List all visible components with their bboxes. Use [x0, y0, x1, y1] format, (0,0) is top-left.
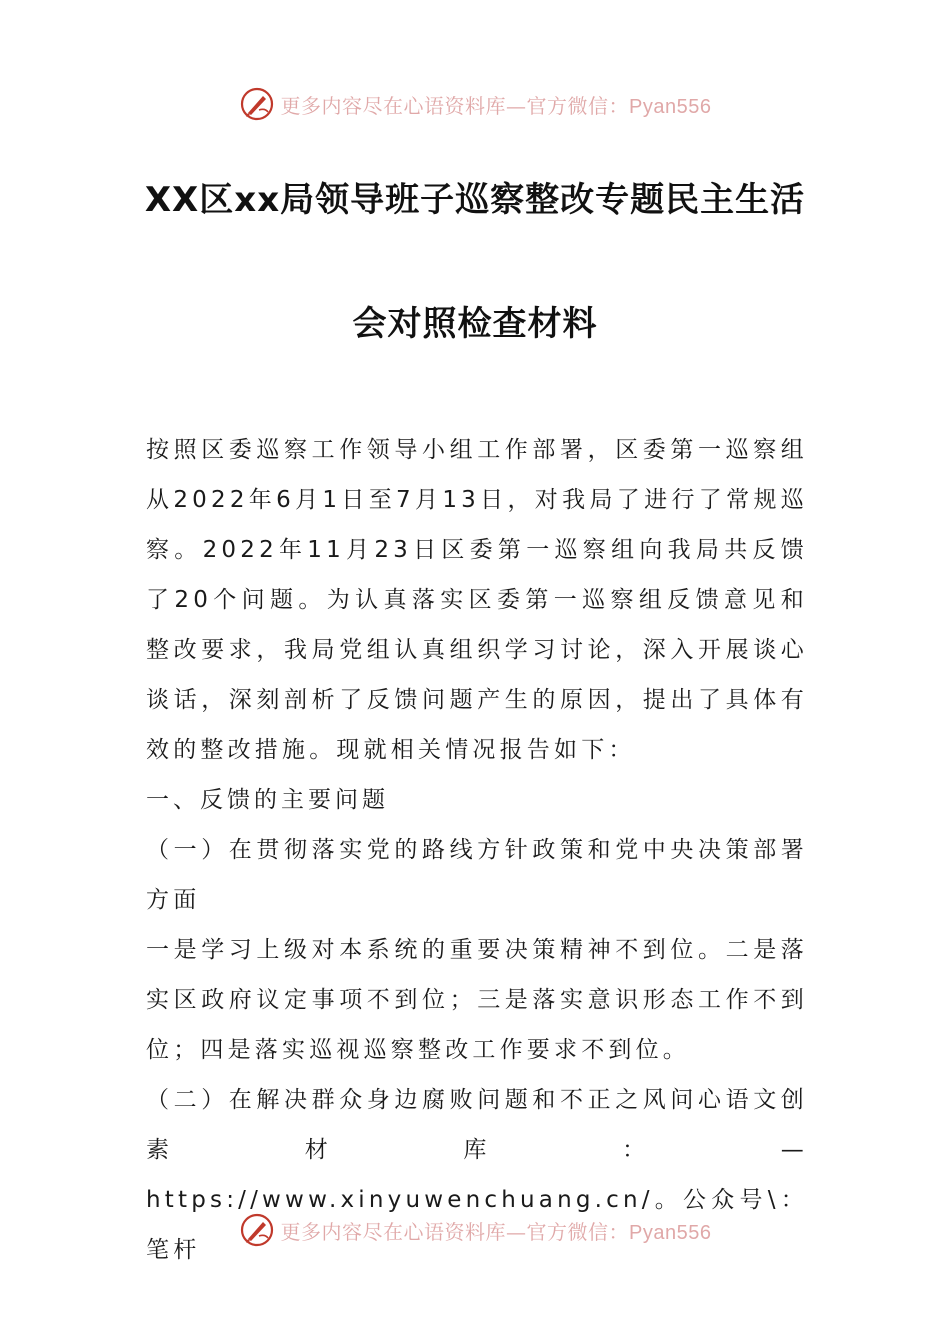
document-body [146, 425, 808, 1275]
subsection-heading-1: （一）在贯彻落实党的路线方针政策和党中央决策部署方面 [146, 837, 808, 913]
watermark-wechat-id: Pyan556 [629, 95, 712, 118]
section-heading-1: 一、反馈的主要问题 [146, 787, 389, 813]
intro-paragraph: 按照区委巡察工作领导小组工作部署，区委第一巡察组从2022年6月1日至7月13日，对我局了进行了常规巡察。2022年11月23日区委第一巡察组向我局共反馈了20个问题。为认真落实区委第一巡察组反馈意见和整改要求，我局党组认真组织学习讨论，深入开展谈心谈话，深刻剖析了反馈问题产生的原因，提出了具体有效的整改措施。现就相关情况报告如下： [146, 437, 808, 763]
document-title-line2: 会对照检查材料 [352, 304, 598, 344]
watermark-footer [0, 1210, 950, 1250]
watermark-text [281, 1216, 712, 1245]
document-title-line1: XX区xx局领导班子巡察整改专题民主生活 [144, 180, 806, 220]
watermark-wechat-id: Pyan556 [629, 1221, 712, 1244]
pen-logo-icon [239, 86, 275, 122]
subsection-paragraph-2: （二）在解决群众身边腐败问题和不正之风问心语文创素材库：—https://www.xinyuwenchuang.cn/。公众号\：笔杆 [146, 1087, 808, 1263]
watermark-header [0, 84, 950, 124]
watermark-text [281, 90, 712, 119]
watermark-label: 更多内容尽在心语资料库—官方微信： [280, 1219, 630, 1244]
watermark-label: 更多内容尽在心语资料库—官方微信： [280, 93, 630, 118]
subsection-paragraph-1: 一是学习上级对本系统的重要决策精神不到位。二是落实区政府议定事项不到位；三是落实意识形态工作不到位；四是落实巡视巡察整改工作要求不到位。 [146, 937, 808, 1063]
pen-logo-icon [239, 1212, 275, 1248]
